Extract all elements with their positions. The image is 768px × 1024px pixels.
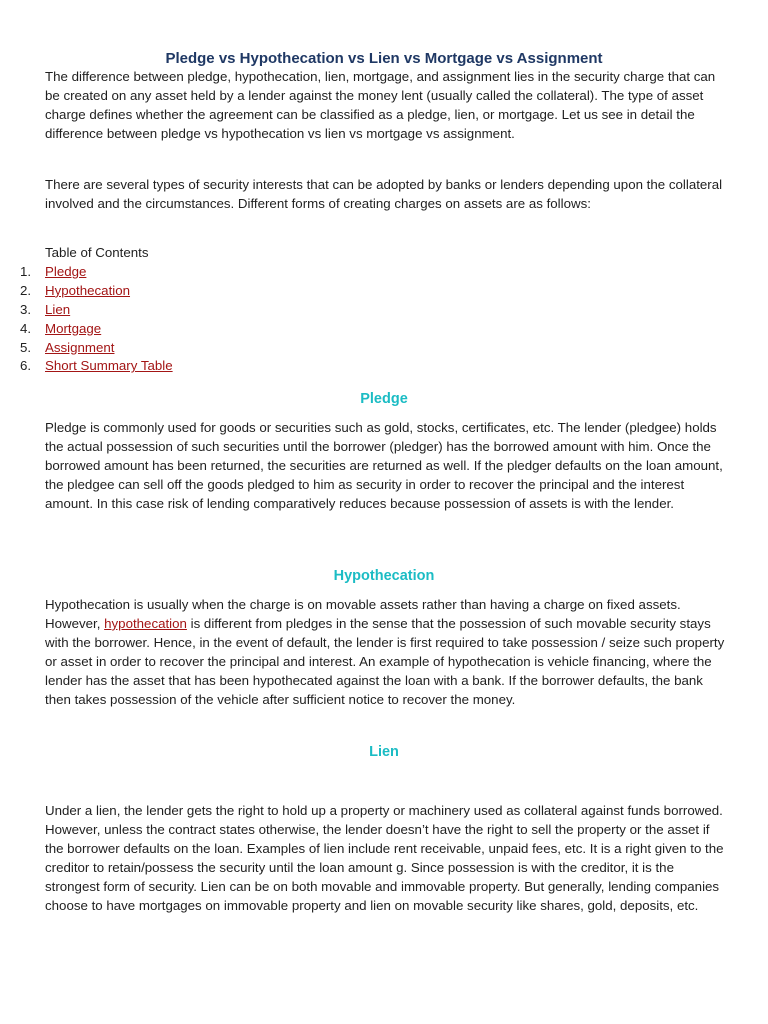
toc-link-hypothecation[interactable]: Hypothecation — [45, 282, 131, 298]
intro-paragraph-2: There are several types of security interests that can be adopted by banks or lenders depending upon the collateral involved and the circumstances. Different forms of creating charges on assets are as follows: — [45, 177, 723, 211]
page-title: Pledge vs Hypothecation vs Lien vs Mortgage vs Assignment — [165, 50, 603, 67]
pledge-heading: Pledge — [360, 391, 408, 407]
hypothecation-text-before: Hypothecation is usually when the charge is on movable assets rather than having a charge on fixed assets. However, — [45, 597, 681, 631]
toc-link-lien[interactable]: Lien — [45, 301, 71, 317]
toc-number: 3. — [20, 301, 32, 317]
toc-link-assignment[interactable]: Assignment — [45, 339, 115, 355]
toc-title: Table of Contents — [45, 245, 149, 260]
toc-number: 4. — [20, 320, 32, 336]
intro-paragraph: The difference between pledge, hypothecation, lien, mortgage, and assignment lies in the security charge that can be created on any asset held by a lender against the money lent (usually called the collateral). The type of asset charge defines whether the agreement can be classified as a pledge, lien, or mortgage. Let us see in detail the difference between pledge vs hypothecation vs lien vs mortgage vs assignment. — [45, 69, 716, 141]
toc-number: 1. — [20, 264, 32, 279]
hypothecation-text-after: is different from pledges in the sense that the possession of such movable security stays with the borrower. Hence, in the event of default, the lender is first required to take possession / seize such property or asset in order to recover the principal and interest. An example of hypothecation is vehicle financing, where the lender has the asset that has been hypothecated against the loan with a bank. If the borrower defaults, the bank then takes possession of the vehicle after sufficient notice to recover the money. — [45, 615, 725, 707]
pledge-paragraph: Pledge is commonly used for goods or securities such as gold, stocks, certificates, etc. The lender (pledgee) holds the actual possession of such securities until the borrower (pledger) has the borrowed amount with him. Once the borrowed amount has been returned, the securities are returned as well. If the pledger defaults on the loan amount, the pledgee can sell off the goods pledged to him as security in order to recover the principal and the interest amount. In this case risk of lending comparatively reduces because possession of assets is with the lender. — [45, 420, 723, 511]
toc-link-mortgage[interactable]: Mortgage — [45, 320, 102, 336]
toc-number: 5. — [20, 339, 32, 355]
toc-link-pledge[interactable]: Pledge — [45, 264, 87, 279]
hypothecation-paragraph — [45, 596, 730, 709]
toc-link-summary-table[interactable]: Short Summary Table — [45, 358, 173, 374]
lien-paragraph: Under a lien, the lender gets the right to hold up a property or machinery used as collateral against funds borrowed. However, unless the contract states otherwise, the lender doesn’t have the right to sell the property or the asset if the borrower defaults on the loan. Examples of lien include rent receivable, unpaid fees, etc. It is a right given to the creditor to retain/possess the security until the loan amount g. Since possession is with the creditor, it is the strongest form of security. Lien can be on both movable and immovable property. But generally, lending companies choose to have mortgages on immovable property and lien on movable security like shares, gold, deposits, etc. — [45, 803, 724, 913]
hypothecation-heading: Hypothecation — [333, 568, 435, 584]
hypothecation-inline-link[interactable]: hypothecation — [104, 615, 187, 631]
toc-number: 2. — [20, 282, 32, 298]
lien-heading: Lien — [369, 744, 399, 760]
toc-number: 6. — [20, 358, 32, 374]
